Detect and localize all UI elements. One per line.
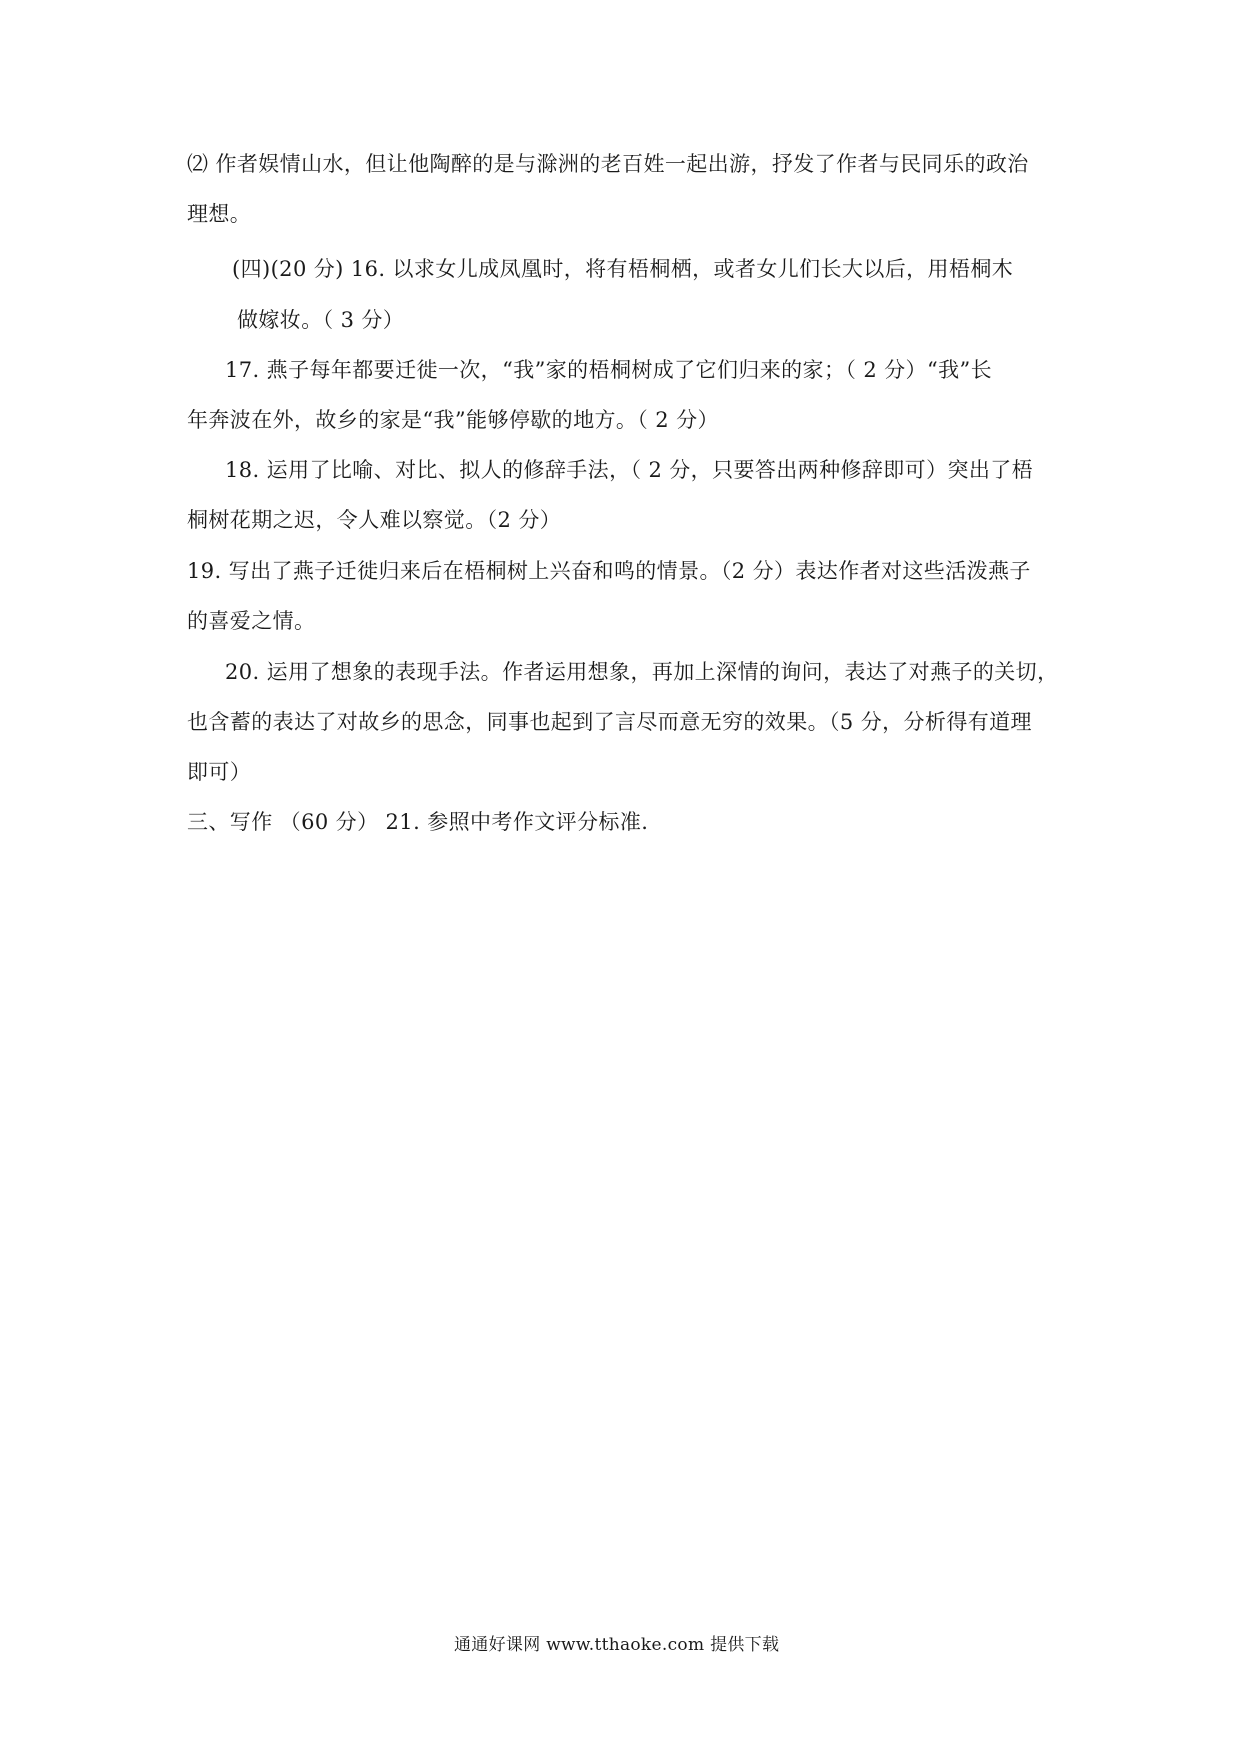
- section-heading-writing: 三、写作 （60 分） 21. 参照中考作文评分标准.: [187, 810, 649, 834]
- answer-line: 也含蓄的表达了对故乡的思念，同事也起到了言尽而意无穷的效果。（5 分，分析得有道理: [187, 710, 1032, 734]
- answer-line: (四)(20 分) 16. 以求女儿成凤凰时，将有梧桐栖，或者女儿们长大以后，用梧桐木: [232, 257, 1014, 281]
- answer-line: 17. 燕子每年都要迁徙一次，“我”家的梧桐树成了它们归来的家；（ 2 分）“我”长: [225, 358, 993, 382]
- answer-line: 20. 运用了想象的表现手法。作者运用想象，再加上深情的询问，表达了对燕子的关切，: [225, 660, 1059, 684]
- answer-line: 即可）: [187, 760, 252, 784]
- answer-line: 理想。: [187, 202, 252, 226]
- answer-line: 年奔波在外，故乡的家是“我”能够停歇的地方。（ 2 分）: [187, 408, 719, 432]
- answer-line: ⑵ 作者娱情山水，但让他陶醉的是与滁洲的老百姓一起出游，抒发了作者与民同乐的政治: [187, 152, 1029, 176]
- page-footer: 通通好课网 www.tthaoke.com 提供下载: [454, 1635, 780, 1655]
- answer-line: 18. 运用了比喻、对比、拟人的修辞手法，（ 2 分，只要答出两种修辞即可）突出了梧: [225, 458, 1034, 482]
- answer-line: 桐树花期之迟，令人难以察觉。（2 分）: [187, 508, 562, 532]
- answer-line: 19. 写出了燕子迁徙归来后在梧桐树上兴奋和鸣的情景。（2 分）表达作者对这些活泼燕子: [187, 559, 1031, 583]
- answer-line: 的喜爱之情。: [187, 609, 316, 633]
- answer-line: 做嫁妆。（ 3 分）: [237, 308, 405, 332]
